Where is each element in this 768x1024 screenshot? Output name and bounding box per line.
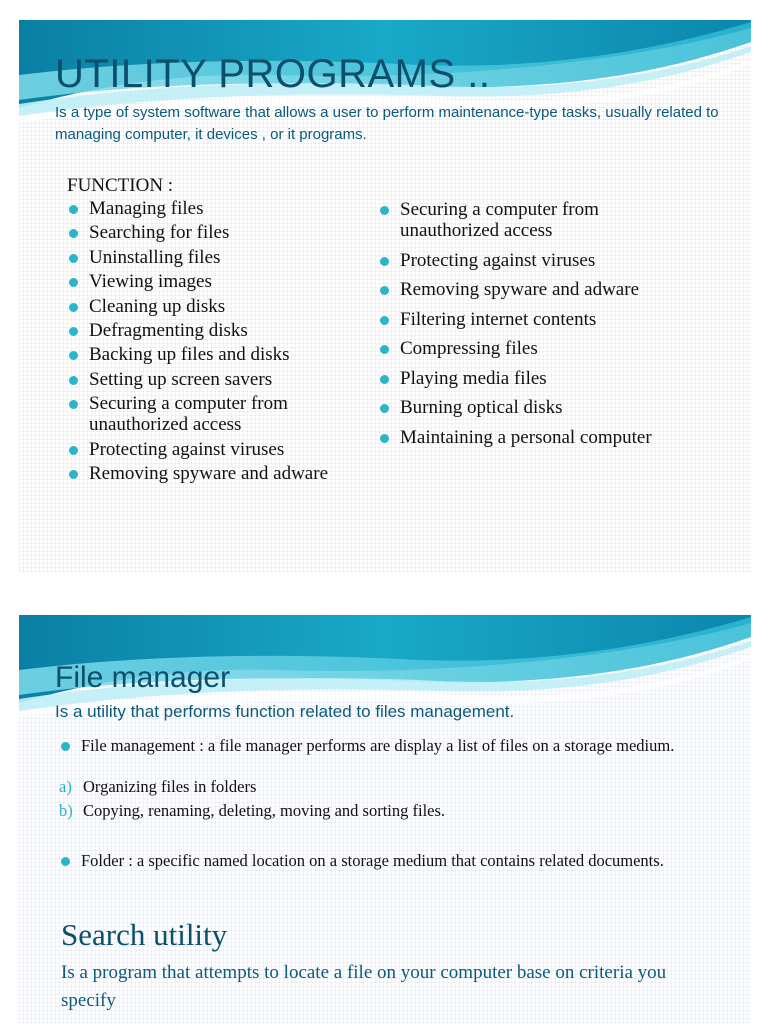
list-item-text: Compressing files — [400, 338, 538, 359]
list-item — [378, 397, 728, 418]
list-item — [67, 439, 377, 460]
list-item-text: Backing up files and disks — [89, 344, 290, 366]
bullet-icon — [69, 400, 78, 409]
list-marker: b) — [59, 801, 73, 820]
list-item-text: Organizing files in folders — [83, 777, 257, 796]
list-item — [67, 222, 377, 243]
list-item — [67, 369, 377, 390]
file-management-list — [59, 736, 739, 756]
list-item-text: Uninstalling files — [89, 246, 221, 268]
list-item-text: File management : a file manager performs are display a list of files on a storage medium. — [81, 736, 675, 755]
bullet-icon — [69, 446, 78, 455]
list-item-text: Maintaining a personal computer — [400, 426, 652, 448]
list-item — [378, 427, 728, 448]
list-item — [378, 309, 728, 330]
function-list-right — [378, 199, 728, 456]
bullet-icon — [69, 470, 78, 479]
list-item-text: Cleaning up disks — [89, 295, 226, 317]
bullet-icon — [69, 278, 78, 287]
list-item — [67, 344, 377, 365]
bullet-icon — [69, 254, 78, 263]
list-item — [59, 777, 445, 797]
list-item — [59, 851, 739, 871]
bullet-icon — [69, 229, 78, 238]
list-item-text: Setting up screen savers — [89, 368, 273, 390]
list-item — [378, 279, 728, 300]
list-item-text: Managing files — [89, 198, 204, 219]
bullet-icon — [380, 345, 389, 354]
bullet-icon — [69, 303, 78, 312]
slide-utility-programs — [19, 20, 751, 572]
list-item-text: Playing media files — [400, 367, 547, 389]
list-item — [59, 736, 739, 756]
list-item-text: Viewing images — [89, 271, 212, 293]
list-item-text: Searching for files — [89, 222, 230, 244]
list-item-text: Folder : a specific named location on a storage medium that contains related documents. — [81, 851, 664, 870]
bullet-icon — [380, 316, 389, 325]
bullet-icon — [380, 206, 389, 215]
slide-title: UTILITY PROGRAMS .. — [55, 52, 491, 96]
list-item-text: Removing spyware and adware — [400, 279, 640, 300]
list-item-text: Removing spyware and adware — [89, 462, 329, 484]
list-item — [378, 250, 728, 271]
list-item-text: Protecting against viruses — [89, 438, 285, 460]
bullet-icon — [69, 351, 78, 360]
bullet-icon — [380, 375, 389, 384]
function-list-left — [67, 198, 377, 487]
bullet-icon — [380, 434, 389, 443]
list-item-text: Securing a computer from unauthorized access — [400, 199, 599, 241]
list-item — [67, 247, 377, 268]
slide-description: Is a utility that performs function related to files management. — [55, 702, 515, 721]
bullet-icon — [61, 742, 70, 751]
list-item-text: Protecting against viruses — [400, 249, 596, 271]
bullet-icon — [380, 286, 389, 295]
list-item — [67, 463, 377, 484]
section-description: Is a program that attempts to locate a file on your computer base on criteria you specify — [61, 962, 667, 1011]
list-item — [59, 801, 445, 821]
bullet-icon — [69, 376, 78, 385]
bullet-icon — [380, 404, 389, 413]
list-item-text: Copying, renaming, deleting, moving and sorting files. — [83, 801, 446, 820]
slide-file-manager — [19, 615, 751, 1024]
slide-description: Is a type of system software that allows a user to perform maintenance-type tasks, usually related to managing computer, it devices , or it programs. — [55, 104, 719, 143]
list-item-text: Securing a computer from unauthorized access — [89, 393, 288, 436]
list-item — [378, 368, 728, 389]
file-management-sublist — [59, 777, 445, 825]
list-item-text: Burning optical disks — [400, 397, 563, 418]
slide-title: File manager — [55, 661, 231, 694]
list-item — [67, 393, 317, 435]
bullet-icon — [380, 257, 389, 266]
function-label: FUNCTION : — [67, 175, 174, 196]
list-item-text: Filtering internet contents — [400, 308, 597, 330]
bullet-icon — [69, 205, 78, 214]
list-item — [67, 296, 377, 317]
bullet-icon — [61, 857, 70, 866]
list-item — [378, 199, 648, 241]
section-heading: Search utility — [61, 917, 228, 952]
list-marker: a) — [59, 777, 72, 796]
list-item — [67, 198, 377, 219]
list-item-text: Defragmenting disks — [89, 319, 248, 341]
list-item — [67, 320, 377, 341]
folder-list — [59, 851, 739, 871]
bullet-icon — [69, 327, 78, 336]
list-item — [378, 338, 728, 359]
list-item — [67, 271, 377, 292]
